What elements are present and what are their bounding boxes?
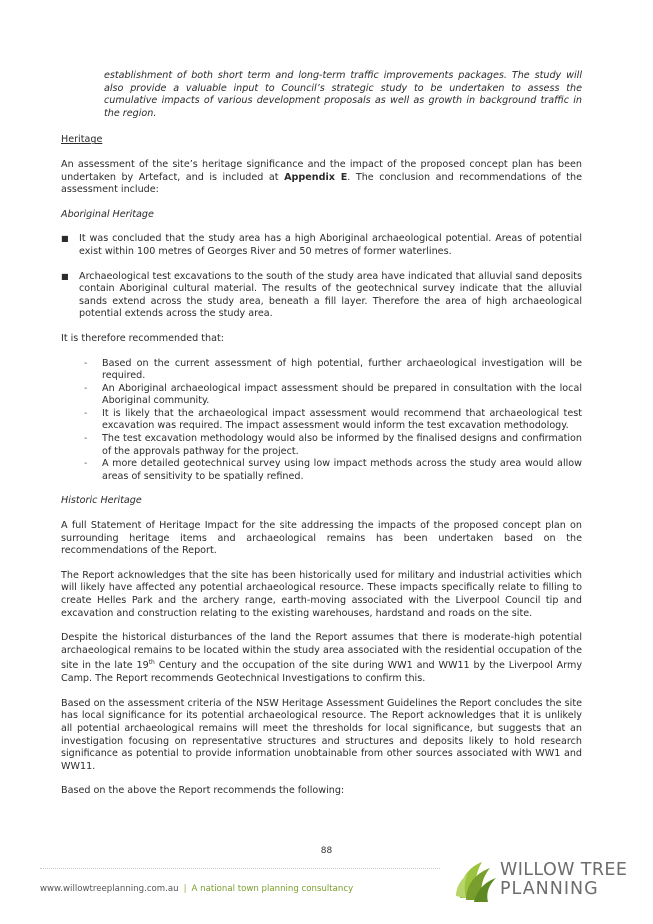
- list-item-text: It was concluded that the study area has a high Aboriginal archaeological potential. Areas of potential exist within 100 metres of Georges River and 50 metres of former waterlines.: [79, 233, 582, 257]
- list-item-text: A more detailed geotechnical survey using low impact methods across the study area would allow areas of sensitivity to be spatially refined.: [102, 458, 582, 482]
- list-item-text: Archaeological test excavations to the south of the study area have indicated that alluvial sand deposits contain Aboriginal cultural material. The results of the geotechnical survey indicate that the alluvial sands extend across the study area, beneath a fill layer. Therefore the area of high archaeological potential extends across the study area.: [79, 270, 582, 320]
- square-bullet-icon: ■: [61, 271, 69, 281]
- list-item: [84, 358, 582, 383]
- historic-paragraph-1: A full Statement of Heritage Impact for the site addressing the impacts of the proposed concept plan on surrounding heritage items and archaeological remains has been undertaken based on the recommendations of the Report.: [61, 520, 582, 557]
- historic-paragraph-3: [61, 632, 582, 686]
- list-item: [84, 458, 582, 483]
- recommended-intro: It is therefore recommended that:: [61, 332, 224, 344]
- list-item-text: An Aboriginal archaeological impact assessment should be prepared in consultation with the local Aboriginal community.: [102, 382, 582, 407]
- list-item: [84, 408, 582, 433]
- aboriginal-conclusions-list: [61, 233, 582, 321]
- footer-divider: [40, 868, 440, 869]
- list-item: [84, 433, 582, 458]
- square-bullet-icon: ■: [61, 234, 69, 244]
- footer-separator: |: [183, 884, 187, 894]
- list-item: [61, 271, 582, 321]
- paragraph-text: Despite the historical disturbances of the land the Report assumes that there is moderate-high potential archaeological remains to be located within the study area associated with the residential occupation of the site in the late 19: [61, 632, 582, 672]
- intro-text-after: . The conclusion and recommendations of the assessment include:: [61, 171, 583, 196]
- dash-bullet-icon: -: [84, 433, 88, 445]
- recommendations-list: [84, 358, 582, 484]
- closing-paragraph: Based on the above the Report recommends the following:: [61, 785, 345, 797]
- footer-text: [40, 884, 353, 894]
- willow-leaf-icon: [452, 858, 498, 904]
- appendix-reference: Appendix E: [284, 171, 348, 183]
- dash-bullet-icon: -: [84, 382, 88, 394]
- list-item: [84, 383, 582, 408]
- traffic-study-quote: establishment of both short term and long-term traffic improvements packages. The study will also provide a valuable input to Council’s strategic study to be undertaken to assess the cumulative impacts of various development proposals as well as growth in background traffic in the region.: [104, 70, 582, 119]
- intro-text-before: An assessment of the site’s heritage significance and the impact of the proposed concept plan has been undertaken by Artefact, and is included at: [61, 158, 582, 183]
- list-item: [61, 233, 582, 258]
- historic-paragraph-2: The Report acknowledges that the site has been historically used for military and industrial activities which will likely have affected any potential archaeological resource. These impacts specifically relate to filling to create Helles Park and the archery range, earth-moving associated with the Liverpool Council tip and excavation and construction relating to the existing warehouses, hardstand and roads on the site.: [61, 569, 582, 619]
- paragraph-text: Century and the occupation of the site during WW1 and WW11 by the Liverpool Army Camp. The Report recommends Geotechnical Investigations to confirm this.: [61, 660, 582, 685]
- website-link[interactable]: www.willowtreeplanning.com.au: [40, 884, 179, 894]
- page-number: 88: [320, 846, 333, 856]
- willow-tree-logo: [452, 858, 628, 904]
- aboriginal-heritage-heading: Aboriginal Heritage: [61, 208, 154, 220]
- document-body: [61, 70, 582, 810]
- heritage-heading: Heritage: [61, 134, 103, 146]
- list-item-text: Based on the current assessment of high potential, further archaeological investigation will be required.: [102, 357, 582, 382]
- logo-wordmark-line1: WILLOW TREE: [500, 860, 628, 880]
- dash-bullet-icon: -: [84, 407, 88, 419]
- footer-tagline: A national town planning consultancy: [191, 884, 354, 894]
- historic-paragraph-4: Based on the assessment criteria of the NSW Heritage Assessment Guidelines the Report concludes the site has local significance for its potential archaeological resource. The Report acknowledges that it is unlikely all potential archaeological remains will meet the thresholds for local significance, but suggests that an investigation focusing on representative structures and structures and deposits likely to hold research significance as potential to provide information unobtainable from other sources associated with WW1 and WW11.: [61, 697, 582, 772]
- list-item-text: The test excavation methodology would also be informed by the finalised designs and confirmation of the approvals pathway for the project.: [102, 433, 582, 457]
- heritage-intro-paragraph: [61, 159, 582, 197]
- list-item-text: It is likely that the archaeological impact assessment would recommend that archaeological test excavation was required. The impact assessment would inform the test excavation methodology.: [102, 407, 582, 432]
- dash-bullet-icon: -: [84, 357, 88, 369]
- superscript-th: th: [148, 659, 155, 667]
- logo-wordmark-line2: PLANNING: [500, 879, 599, 899]
- historic-heritage-heading: Historic Heritage: [61, 495, 142, 507]
- dash-bullet-icon: -: [84, 458, 88, 470]
